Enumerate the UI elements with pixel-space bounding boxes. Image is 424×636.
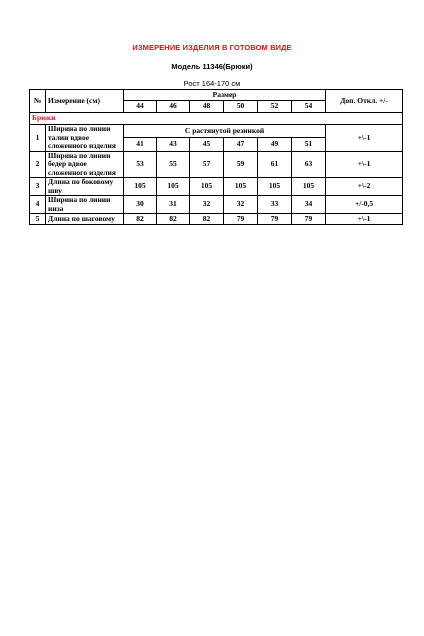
size-header: 46 — [157, 101, 190, 113]
size-header: 52 — [258, 101, 292, 113]
measure-name: Длина по шаговому — [46, 214, 124, 225]
row-number: 1 — [30, 125, 46, 152]
size-value: 33 — [258, 196, 292, 214]
size-value: 82 — [157, 214, 190, 225]
size-header: 50 — [224, 101, 258, 113]
tolerance-cell: +\-1 — [326, 151, 403, 178]
measure-name: Ширина по линии талии вдвое сложенного изделия — [46, 125, 124, 152]
size-value: 51 — [292, 138, 326, 151]
size-value: 61 — [258, 151, 292, 178]
section-label: Брюки — [30, 113, 403, 125]
size-value: 45 — [190, 138, 224, 151]
tolerance-cell: +\-1 — [326, 214, 403, 225]
row-note: С растянутой резинкой — [124, 125, 326, 138]
size-value: 34 — [292, 196, 326, 214]
row-number: 4 — [30, 196, 46, 214]
tolerance-cell: +\-1 — [326, 125, 403, 152]
row-number: 2 — [30, 151, 46, 178]
size-value: 105 — [224, 178, 258, 196]
col-header-size: Размер — [124, 90, 326, 101]
size-value: 105 — [190, 178, 224, 196]
measurement-table — [29, 89, 403, 225]
size-value: 79 — [224, 214, 258, 225]
size-value: 63 — [292, 151, 326, 178]
measure-name: Длина по боковому шву — [46, 178, 124, 196]
row-number: 5 — [30, 214, 46, 225]
size-header: 54 — [292, 101, 326, 113]
size-value: 55 — [157, 151, 190, 178]
height-label: Рост 164-170 см — [183, 79, 241, 88]
measure-name: Ширина по линии низа — [46, 196, 124, 214]
size-value: 41 — [124, 138, 157, 151]
size-value: 49 — [258, 138, 292, 151]
size-value: 82 — [190, 214, 224, 225]
size-value: 105 — [157, 178, 190, 196]
tolerance-cell: +/-0,5 — [326, 196, 403, 214]
size-header: 44 — [124, 101, 157, 113]
measure-name: Ширина по линии бедер вдвое сложенного изделия — [46, 151, 124, 178]
size-value: 105 — [124, 178, 157, 196]
size-value: 53 — [124, 151, 157, 178]
size-value: 79 — [258, 214, 292, 225]
model-label: Модель 11346(Брюки) — [171, 62, 253, 71]
size-value: 32 — [190, 196, 224, 214]
size-value: 105 — [292, 178, 326, 196]
size-value: 105 — [258, 178, 292, 196]
size-value: 79 — [292, 214, 326, 225]
row-number: 3 — [30, 178, 46, 196]
size-value: 30 — [124, 196, 157, 214]
document-title: ИЗМЕРЕНИЕ ИЗДЕЛИЯ В ГОТОВОМ ВИДЕ — [132, 43, 292, 52]
col-header-num: № — [30, 90, 46, 113]
size-value: 57 — [190, 151, 224, 178]
col-header-measure: Измерение (см) — [46, 90, 124, 113]
size-value: 32 — [224, 196, 258, 214]
size-value: 31 — [157, 196, 190, 214]
size-value: 82 — [124, 214, 157, 225]
size-header: 48 — [190, 101, 224, 113]
size-value: 43 — [157, 138, 190, 151]
size-value: 59 — [224, 151, 258, 178]
size-value: 47 — [224, 138, 258, 151]
tolerance-cell: +\-2 — [326, 178, 403, 196]
col-header-tolerance: Доп. Откл. +/- — [326, 90, 403, 113]
